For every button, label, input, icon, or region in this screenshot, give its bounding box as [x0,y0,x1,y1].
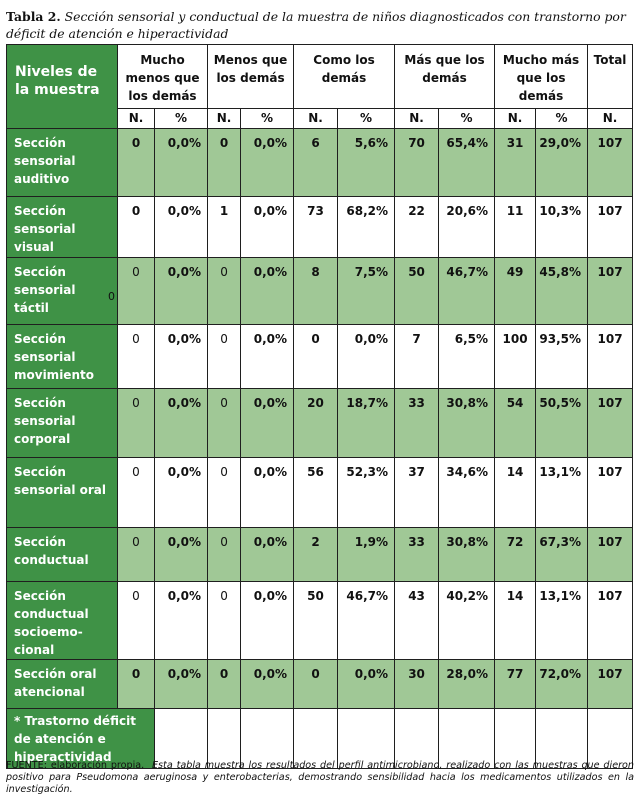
n-subheader: N. [294,109,338,129]
row-label [7,582,118,660]
n-cell: 56 [294,458,338,528]
n-cell: 0 [118,389,155,458]
source-label: FUENTE: elaboración propia. [6,760,145,771]
n-cell: 70 [395,129,439,197]
pct-cell: 0,0% [241,582,294,660]
n-cell: 6 [294,129,338,197]
corner-header: Niveles de la muestra [7,45,118,129]
pct-cell: 13,1% [536,458,588,528]
pct-cell: 0,0% [155,389,208,458]
pct-cell: 68,2% [338,197,395,258]
pct-cell: 28,0% [439,660,495,709]
total-cell: 107 [588,129,633,197]
pct-cell: 40,2% [439,582,495,660]
n-cell: 22 [395,197,439,258]
n-cell: 31 [495,129,536,197]
row-label [7,325,118,389]
pct-cell: 93,5% [536,325,588,389]
pct-cell: 0,0% [155,258,208,325]
pct-cell: 0,0% [155,129,208,197]
source-note [6,760,634,797]
pct-cell: 0,0% [241,458,294,528]
group-header: Mucho más que los demás [495,45,588,109]
row-label-text: Sección sensorial corporal [14,396,76,446]
pct-cell: 30,8% [439,389,495,458]
pct-cell: 0,0% [338,325,395,389]
n-cell: 8 [294,258,338,325]
total-cell: 107 [588,325,633,389]
n-cell: 14 [495,458,536,528]
pct-cell: 13,1% [536,582,588,660]
n-cell: 49 [495,258,536,325]
pct-cell: 5,6% [338,129,395,197]
n-cell: 0 [208,582,241,660]
pct-cell: 0,0% [241,389,294,458]
row-label [7,197,118,258]
table-row [7,129,633,197]
n-cell: 54 [495,389,536,458]
n-cell: 0 [118,197,155,258]
pct-cell: 20,6% [439,197,495,258]
pct-cell: 18,7% [338,389,395,458]
n-subheader: N. [588,109,633,129]
pct-subheader: % [155,109,208,129]
total-cell: 107 [588,389,633,458]
table-footnote: * Trastorno déficit de atención e hiperactividad [7,709,155,769]
pct-subheader: % [536,109,588,129]
n-cell: 7 [395,325,439,389]
n-cell: 0 [118,325,155,389]
pct-subheader: % [338,109,395,129]
n-cell: 0 [294,660,338,709]
n-subheader: N. [208,109,241,129]
row-label [7,660,118,709]
pct-cell: 0,0% [155,582,208,660]
caption-label: Tabla 2. [6,9,61,24]
group-header: Como los demás [294,45,395,109]
pct-cell: 6,5% [439,325,495,389]
n-cell: 0 [118,258,155,325]
total-cell: 107 [588,582,633,660]
row-label-text: Sección conductual [14,535,89,567]
n-cell: 30 [395,660,439,709]
n-cell: 50 [395,258,439,325]
row-label-text: Sección sensorial auditivo [14,136,76,186]
pct-cell: 0,0% [241,197,294,258]
total-cell: 107 [588,528,633,582]
pct-cell: 34,6% [439,458,495,528]
n-cell: 0 [118,660,155,709]
pct-cell: 52,3% [338,458,395,528]
pct-cell: 0,0% [155,325,208,389]
n-cell: 72 [495,528,536,582]
n-subheader: N. [395,109,439,129]
table-row [7,389,633,458]
n-cell: 1 [208,197,241,258]
pct-cell: 7,5% [338,258,395,325]
n-cell: 0 [118,582,155,660]
row-label-text: Sección sensorial visual [14,204,76,254]
pct-cell: 30,8% [439,528,495,582]
pct-cell: 50,5% [536,389,588,458]
pct-cell: 65,4% [439,129,495,197]
n-cell: 100 [495,325,536,389]
table-row [7,325,633,389]
pct-subheader: % [241,109,294,129]
row-label [7,528,118,582]
n-cell: 11 [495,197,536,258]
n-cell: 0 [208,258,241,325]
pct-cell: 0,0% [155,197,208,258]
pct-cell: 0,0% [155,458,208,528]
stray-mark: 0 [108,290,115,303]
n-cell: 43 [395,582,439,660]
n-cell: 50 [294,582,338,660]
n-cell: 0 [118,528,155,582]
n-cell: 33 [395,389,439,458]
data-table [6,44,633,769]
row-label-text: Sección conductual socioemo-cional [14,589,89,657]
total-cell: 107 [588,197,633,258]
pct-cell: 67,3% [536,528,588,582]
n-cell: 0 [208,325,241,389]
table-row [7,528,633,582]
n-cell: 14 [495,582,536,660]
pct-cell: 0,0% [338,660,395,709]
total-cell: 107 [588,660,633,709]
table-row [7,582,633,660]
group-header: Más que los demás [395,45,495,109]
pct-cell: 72,0% [536,660,588,709]
table-row [7,458,633,528]
row-label [7,258,118,325]
n-cell: 33 [395,528,439,582]
total-cell: 107 [588,458,633,528]
n-cell: 20 [294,389,338,458]
n-cell: 77 [495,660,536,709]
pct-cell: 0,0% [241,258,294,325]
n-cell: 0 [208,458,241,528]
pct-cell: 0,0% [155,660,208,709]
pct-cell: 0,0% [155,528,208,582]
row-label [7,389,118,458]
pct-cell: 0,0% [241,528,294,582]
n-subheader: N. [495,109,536,129]
n-cell: 0 [118,458,155,528]
table-row [7,660,633,709]
total-cell: 107 [588,258,633,325]
n-subheader: N. [118,109,155,129]
pct-cell: 45,8% [536,258,588,325]
n-cell: 0 [294,325,338,389]
n-cell: 0 [208,129,241,197]
group-header: Mucho menos que los demás [118,45,208,109]
pct-cell: 46,7% [338,582,395,660]
total-header: Total [588,45,633,109]
group-header: Menos que los demás [208,45,294,109]
row-label-text: Sección oral atencional [14,667,97,699]
table-body [7,129,633,709]
pct-cell: 0,0% [241,325,294,389]
table-caption [6,8,634,42]
pct-cell: 29,0% [536,129,588,197]
row-label-text: Sección sensorial movimiento [14,332,94,382]
pct-cell: 46,7% [439,258,495,325]
pct-cell: 0,0% [241,129,294,197]
row-label [7,458,118,528]
table-row [7,197,633,258]
caption-text: Sección sensorial y conductual de la muestra de niños diagnosticados con transtorno por déficit de atención e hiperactividad [6,9,626,41]
table-row [7,258,633,325]
pct-cell: 0,0% [241,660,294,709]
n-cell: 0 [208,660,241,709]
n-cell: 2 [294,528,338,582]
n-cell: 37 [395,458,439,528]
n-cell: 0 [118,129,155,197]
n-cell: 73 [294,197,338,258]
source-text: Esta tabla muestra los resultados del perfil antimicrobiano, realizado con las muestras que dieron positivo para Pseudomona aeruginosa y enterobacterias, demostrando sensibilidad hacia los medicamentos utilizados en la investigación. [6,760,634,796]
row-label-text: Sección sensorial oral [14,465,107,497]
n-cell: 0 [208,389,241,458]
pct-cell: 1,9% [338,528,395,582]
pct-subheader: % [439,109,495,129]
pct-cell: 10,3% [536,197,588,258]
n-cell: 0 [208,528,241,582]
row-label-text: Sección sensorial táctil [14,265,76,315]
row-label [7,129,118,197]
